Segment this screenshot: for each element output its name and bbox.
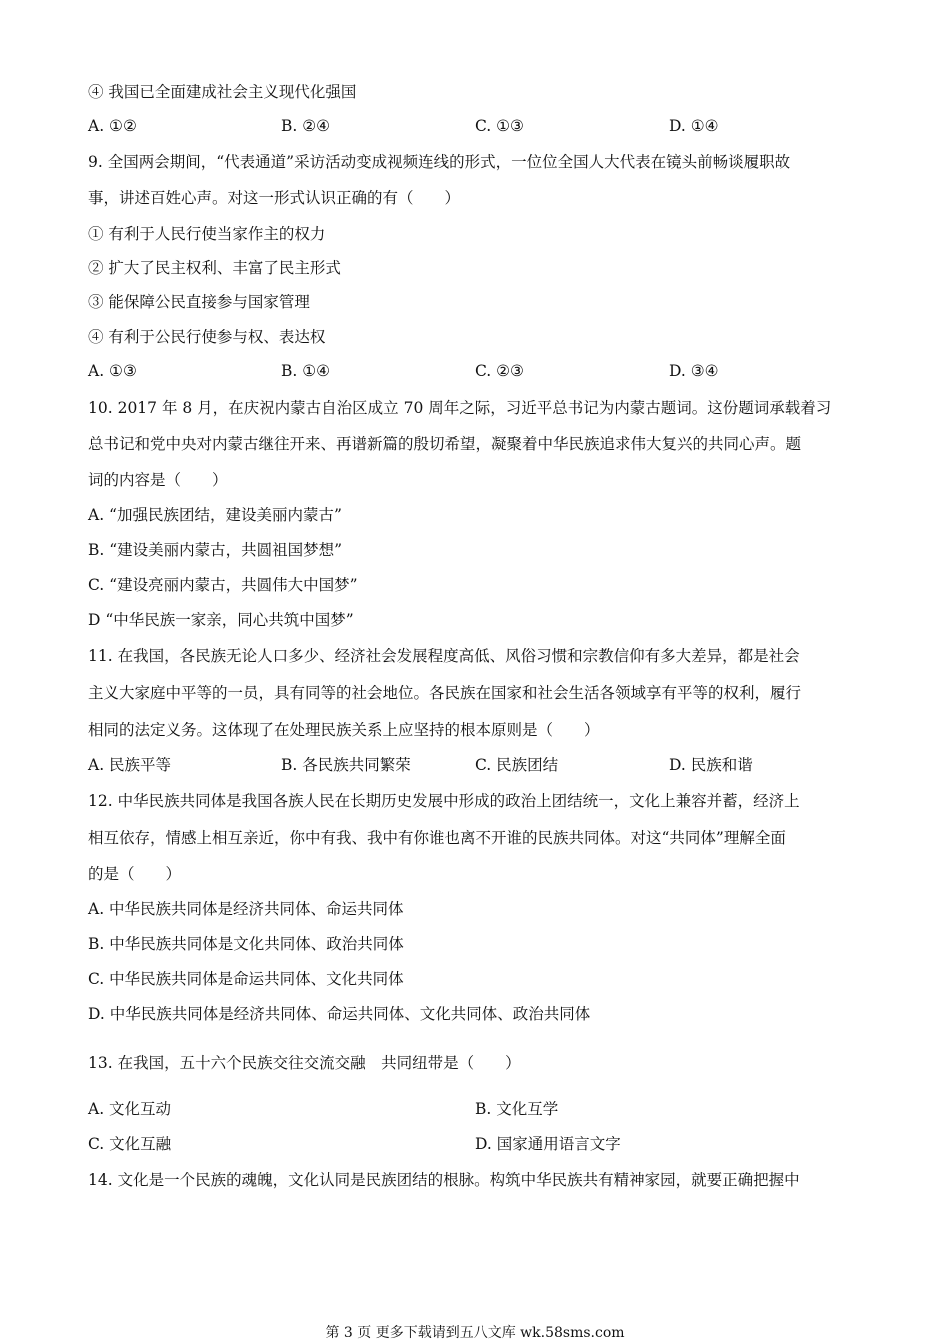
q10-option-c: C. “建设亮丽内蒙古，共圆伟大中国梦” [88,576,358,594]
q10-option-d: D “中华民族一家亲，同心共筑中国梦” [88,611,354,629]
q9-item-2: ② 扩大了民主权利、丰富了民主形式 [88,259,341,277]
q11-option-d: D. 民族和谐 [669,756,753,774]
q11-option-c: C. 民族团结 [475,756,559,774]
q9-item-1: ① 有利于人民行使当家作主的权力 [88,225,326,243]
q8-option-b: B. ②④ [281,117,331,135]
q13-stem: 13. 在我国，五十六个民族交往交流交融 共同纽带是（ ） [88,1054,521,1072]
q11-stem-line-2: 主义大家庭中平等的一员，具有同等的社会地位。各民族在国家和社会生活各领域享有平等的权利，履行 [88,684,802,702]
q13-options-row-1 [88,1099,868,1119]
q9-option-b: B. ①④ [281,362,331,380]
q13-option-a: A. 文化互动 [88,1100,172,1118]
q9-item-3: ③ 能保障公民直接参与国家管理 [88,293,310,311]
q10-stem-line-2: 总书记和党中央对内蒙古继往开来、再谱新篇的殷切希望，凝聚着中华民族追求伟大复兴的共同心声。题 [88,435,802,453]
q10-option-b: B. “建设美丽内蒙古，共圆祖国梦想” [88,541,343,559]
q13-option-c: C. 文化互融 [88,1135,172,1153]
q9-stem-line-1: 9. 全国两会期间，“代表通道”采访活动变成视频连线的形式，一位位全国人大代表在镜头前畅谈履职故 [88,153,791,171]
q11-option-a: A. 民族平等 [88,756,172,774]
q14-stem-line-1: 14. 文化是一个民族的魂魄，文化认同是民族团结的根脉。构筑中华民族共有精神家园，就要正确把握中 [88,1171,800,1189]
q8-option-d: D. ①④ [669,117,719,135]
q10-stem-line-3: 词的内容是（ ） [88,471,228,489]
q12-stem-line-3: 的是（ ） [88,865,182,883]
q9-option-a: A. ①③ [88,362,137,380]
q12-option-c: C. 中华民族共同体是命运共同体、文化共同体 [88,970,404,988]
q12-option-b: B. 中华民族共同体是文化共同体、政治共同体 [88,935,404,953]
q8-item-4: ④ 我国已全面建成社会主义现代化强国 [88,83,357,101]
q10-stem-line-1: 10. 2017 年 8 月，在庆祝内蒙古自治区成立 70 周年之际，习近平总书记为内蒙古题词。这份题词承载着习 [88,399,832,417]
q9-options [88,361,868,381]
q12-stem-line-2: 相互依存，情感上相互亲近，你中有我、我中有你谁也离不开谁的民族共同体。对这“共同体”理解全面 [88,829,786,847]
q8-options [88,116,868,136]
q11-stem-line-1: 11. 在我国，各民族无论人口多少、经济社会发展程度高低、风俗习惯和宗教信仰有多大差异，都是社会 [88,647,800,665]
q9-option-c: C. ②③ [475,362,524,380]
q13-option-b: B. 文化互学 [475,1100,559,1118]
q11-option-b: B. 各民族共同繁荣 [281,756,411,774]
q10-option-a: A. “加强民族团结，建设美丽内蒙古” [88,506,342,524]
page-footer: 第 3 页 更多下载请到五八文库 wk.58sms.com [325,1325,625,1341]
q11-stem-line-3: 相同的法定义务。这体现了在处理民族关系上应坚持的根本原则是（ ） [88,721,600,739]
q9-item-4: ④ 有利于公民行使参与权、表达权 [88,328,326,346]
q12-option-d: D. 中华民族共同体是经济共同体、命运共同体、文化共同体、政治共同体 [88,1005,591,1023]
q8-option-a: A. ①② [88,117,137,135]
q8-option-c: C. ①③ [475,117,524,135]
q12-option-a: A. 中华民族共同体是经济共同体、命运共同体 [88,900,404,918]
q13-options-row-2 [88,1134,868,1154]
q11-options [88,755,868,775]
q9-option-d: D. ③④ [669,362,719,380]
q12-stem-line-1: 12. 中华民族共同体是我国各族人民在长期历史发展中形成的政治上团结统一，文化上兼容并蓄，经济上 [88,792,800,810]
q9-stem-line-2: 事，讲述百姓心声。对这一形式认识正确的有（ ） [88,189,461,207]
q13-option-d: D. 国家通用语言文字 [475,1135,621,1153]
